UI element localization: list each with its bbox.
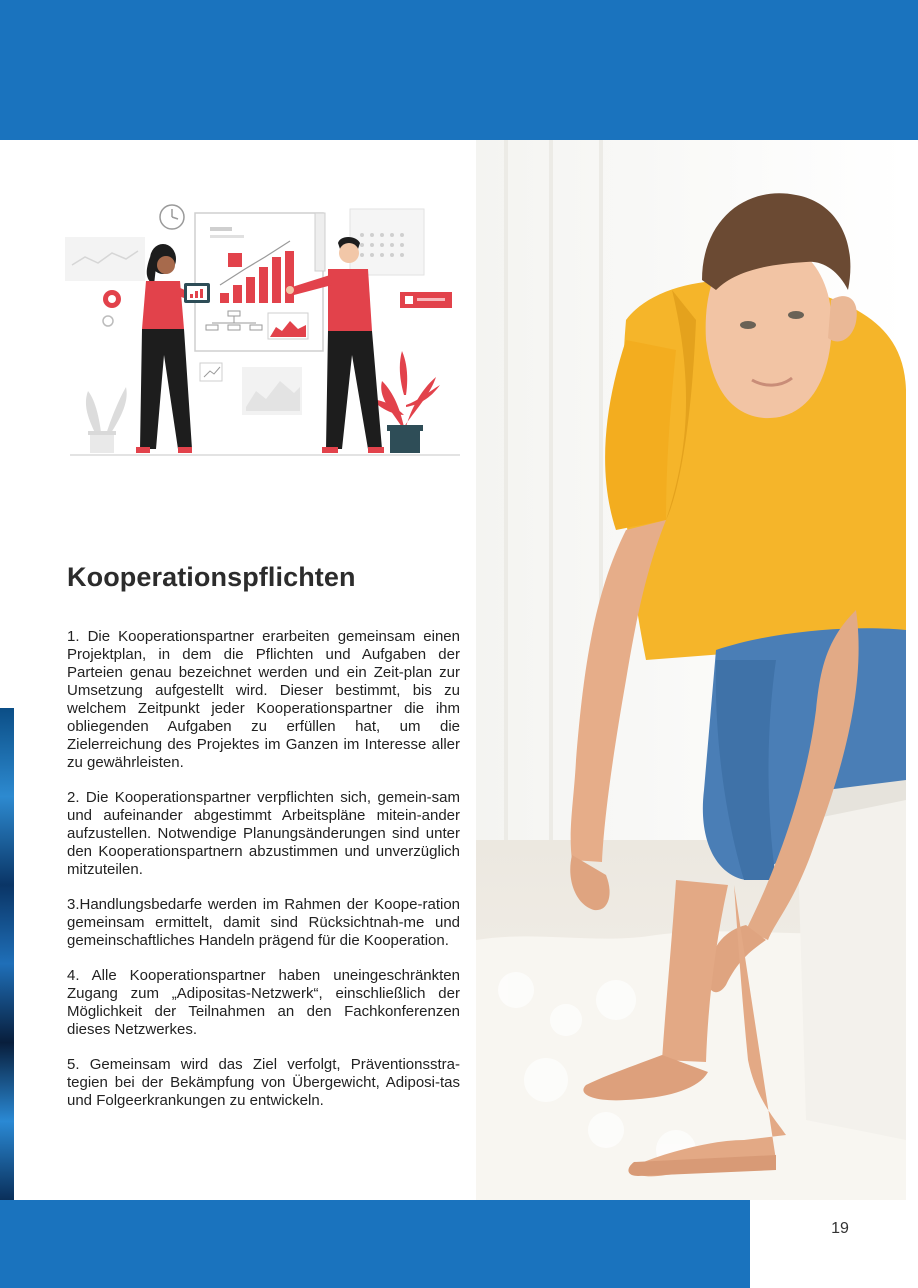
body-text	[67, 628, 460, 1127]
gear-icon	[103, 290, 121, 308]
child-photo	[476, 140, 906, 1200]
paragraph-3: 3.Handlungsbedarfe werden im Rahmen der Koope-ration gemeinsam ermittelt, damit sind Rücksichtnah-me und gemeinschaftliches Handeln prägend für die Kooperation.	[67, 896, 460, 949]
paragraph-2: 2. Die Kooperationspartner verpflichten sich, gemein-sam und aufeinander abgestimmt Arbeitspläne mitein-ander aufzustellen. Notwendige Planungsänderungen sind unter den Kooperationspartnern abzustimmen und unverzüglich mitzuteilen.	[67, 789, 460, 878]
page-number: 19	[831, 1220, 849, 1237]
teamwork-illustration	[60, 195, 465, 470]
side-photo-strip	[0, 708, 14, 1200]
paragraph-4: 4. Alle Kooperationspartner haben uneingeschränkten Zugang zum „Adipositas-Netzwerk“, einschließlich der Möglichkeit der Teilnahmen an den Fachkonferenzen dieses Netzwerkes.	[67, 967, 460, 1038]
paragraph-1: 1. Die Kooperationspartner erarbeiten gemeinsam einen Projektplan, in dem die Pflichten und Aufgaben der Parteien genau bezeichnet werden und ein Zeit-plan zur Umsetzung aufgestellt wird. Dieser bestimmt, bis zu welchem Zeitpunkt jeder Kooperationspartner die ihm obliegenden Aufgaben zu erfüllen hat, um die Zielerreichung des Projektes im Ganzen im Interesse aller zu gewährleisten.	[67, 628, 460, 771]
header-band	[0, 0, 918, 140]
footer-band	[0, 1200, 750, 1288]
paragraph-5: 5. Gemeinsam wird das Ziel verfolgt, Präventionsstra-tegien bei der Bekämpfung von Übergewicht, Adiposi-tas und Folgeerkrankungen zu entwickeln.	[67, 1056, 460, 1109]
page-title: Kooperationspflichten	[67, 562, 356, 592]
